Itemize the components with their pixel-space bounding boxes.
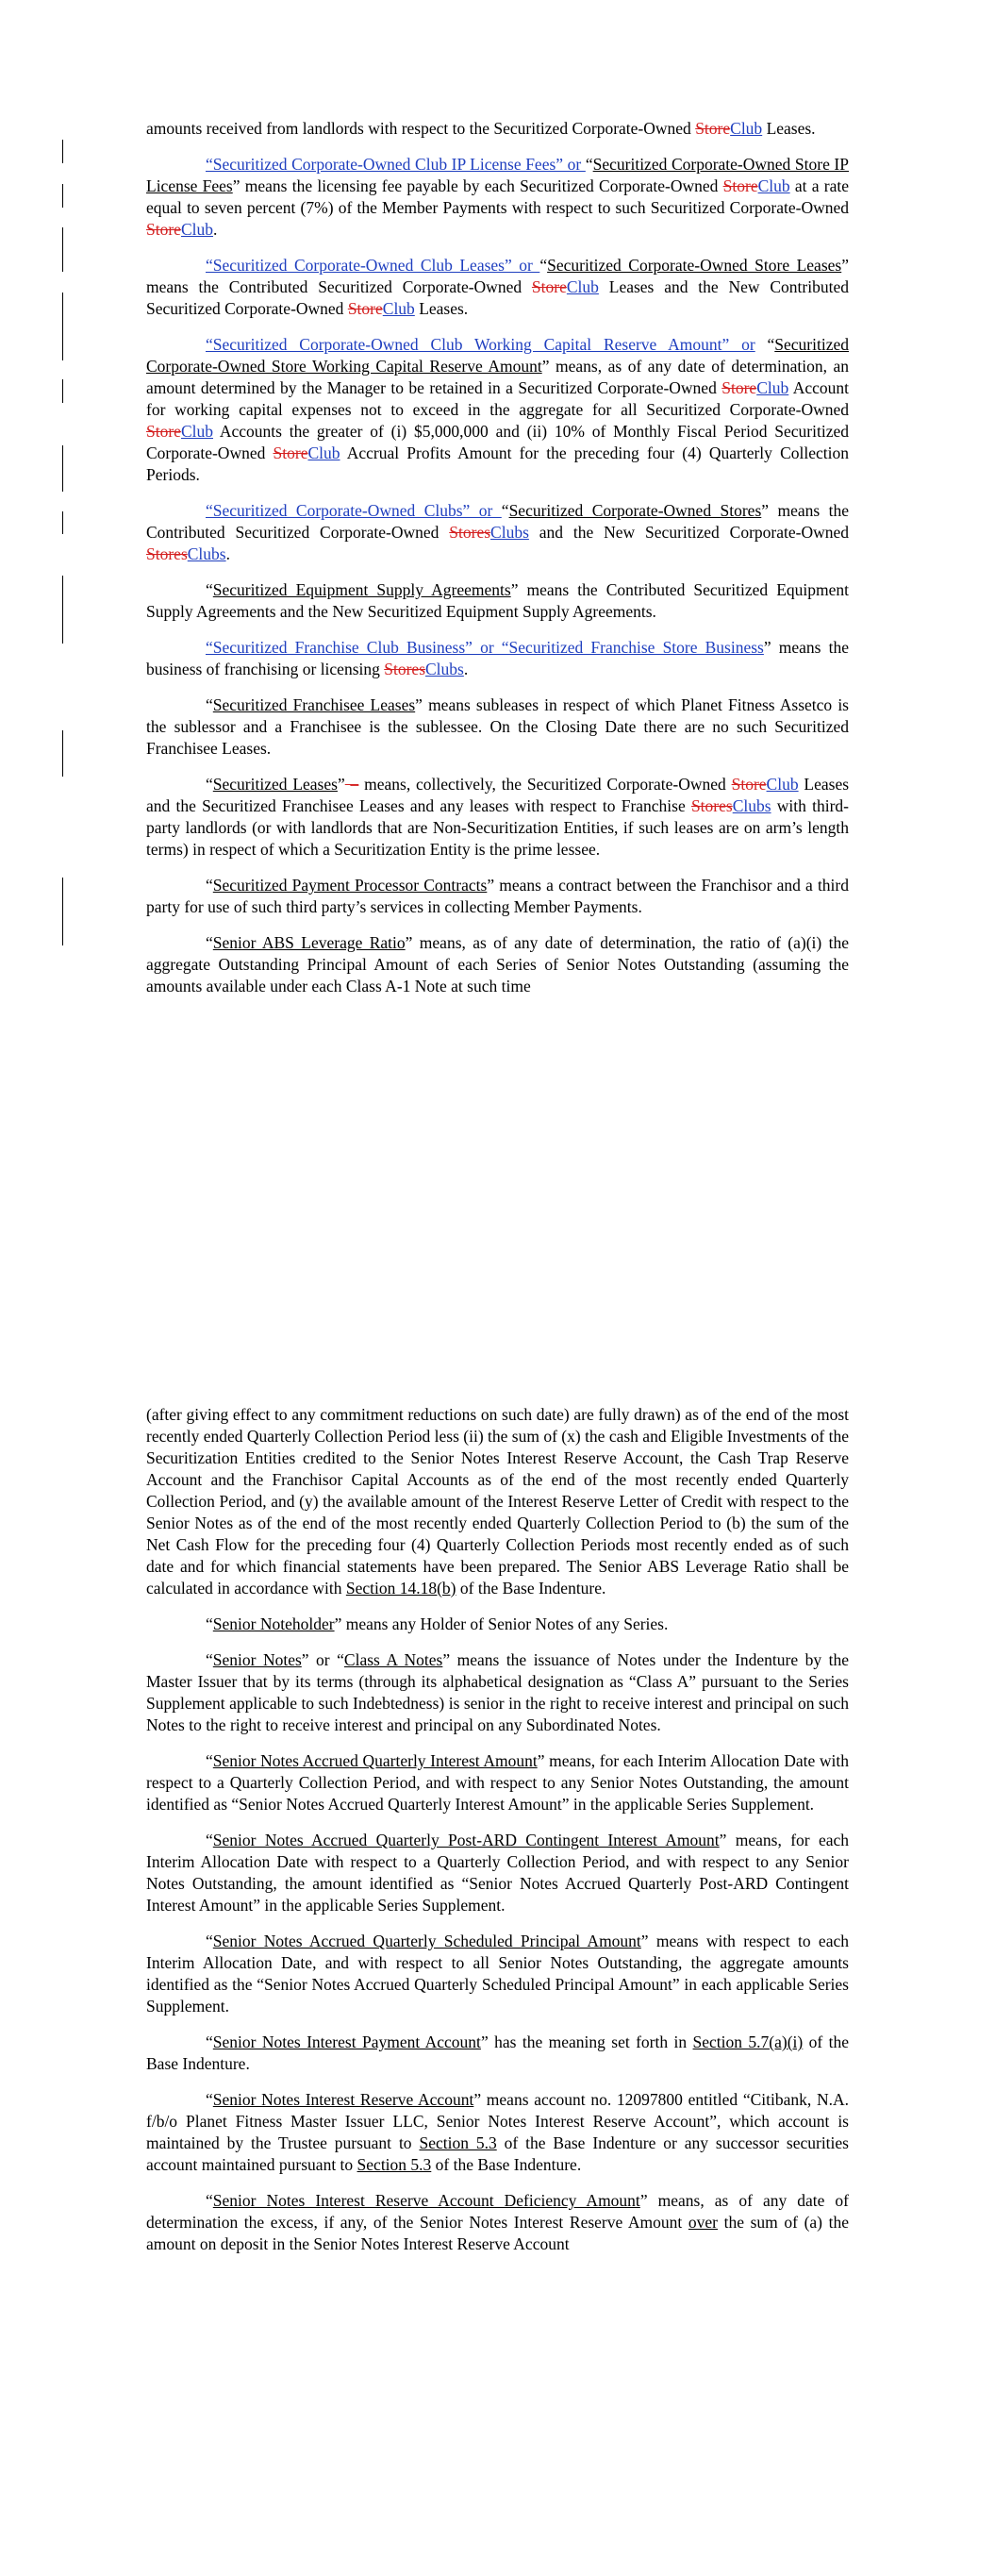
definition-securitized-corporate-owned-club-ip-license-fees: “Securitized Corporate-Owned Club IP License Fees” or “Securitized Corporate-Owned Store IP License Fees” means the licensing fee payable by each Securitized Corporate-Owned StoreClub at a rate equal to seven percent (7%) of the Member Payments with respect to such Securitized Corporate-Owned StoreClub. (146, 155, 849, 239)
section-reference: Section 5.3 (419, 2133, 497, 2152)
deleted-text: – (344, 775, 359, 794)
revision-bar (62, 293, 63, 360)
definition-securitized-corporate-owned-clubs: “Securitized Corporate-Owned Clubs” or “Securitized Corporate-Owned Stores” means the Contributed Securitized Corporate-Owned StoresClubs and the New Securitized Corporate-Owned StoresClubs. (146, 501, 849, 563)
definition-senior-notes: “Senior Notes” or “Class A Notes” means the issuance of Notes under the Indenture by the Master Issuer that by its terms (through its alphabetical designation as “Class A” pursuant to the Series Supplement applicable to such Indebtedness) is senior in the right to receive interest and principal on such Notes to the right to receive interest and principal on any Subordinated Notes. (146, 1650, 849, 1734)
inserted-text: Clubs (732, 796, 771, 815)
defined-term: Securitized Corporate-Owned Store Working Capital Reserve Amount (146, 335, 849, 376)
inserted-text: Club (756, 378, 789, 397)
inserted-text: Clubs (425, 660, 464, 678)
definition-securitized-payment-processor-contracts: “Securitized Payment Processor Contracts” means a contract between the Franchisor and a third party for use of such third party’s services in collecting Member Payments. (146, 876, 849, 916)
revision-bar (62, 184, 63, 208)
definition-paragraph: amounts received from landlords with respect to the Securitized Corporate-Owned StoreClub Leases. (146, 119, 816, 138)
revision-bar (62, 140, 63, 163)
revision-bar (62, 730, 63, 777)
revision-bar (62, 511, 63, 534)
definition-senior-notes-accrued-quarterly-interest-amount: “Senior Notes Accrued Quarterly Interest Amount” means, for each Interim Allocation Date with respect to a Quarterly Collection Period, and with respect to any Senior Notes Outstanding, the amount identified as “Senior Notes Accrued Quarterly Interest Amount” in the applicable Series Supplement. (146, 1751, 849, 1814)
definition-senior-notes-post-ard-contingent-interest: “Senior Notes Accrued Quarterly Post-ARD Contingent Interest Amount” means, for each Interim Allocation Date with respect to a Quarterly Collection Period, and with respect to any Senior Notes Outstanding, the amount identified as “Senior Notes Accrued Quarterly Post-ARD Contingent Interest Amount” in the applicable Series Supplement. (146, 1831, 849, 1915)
deleted-text: Stores (449, 523, 491, 542)
inserted-text: Clubs (490, 523, 529, 542)
revision-bar (62, 227, 63, 272)
inserted-text: “Securitized Franchise Club Business” or “Securitized Franchise Store Business (206, 638, 764, 657)
defined-term: Senior Notes Interest Reserve Account Deficiency Amount (212, 2191, 640, 2210)
definition-securitized-leases: “Securitized Leases” – means, collectively, the Securitized Corporate-Owned StoreClub Leases and the Securitized Franchisee Leases and any leases with respect to Franchise StoresClubs with third-party landlords (or with landlords that are Non-Securitization Entities, if such leases are on arm’s length terms) in respect of which a Securitization Entity is the prime lessee. (146, 775, 850, 859)
defined-term: Securitized Franchisee Leases (212, 695, 416, 714)
defined-term: Senior Notes Accrued Quarterly Post-ARD Contingent Interest Amount (212, 1831, 720, 1849)
deleted-text: Store (146, 220, 181, 239)
deleted-text: Stores (690, 796, 733, 815)
deleted-text: Stores (384, 660, 425, 678)
defined-term: Senior Notes Interest Reserve Account (212, 2090, 474, 2109)
definition-senior-notes-interest-reserve-deficiency: “Senior Notes Interest Reserve Account Deficiency Amount” means, as of any date of determination the excess, if any, of the Senior Notes Interest Reserve Amount over the sum of (a) the amount on deposit in the Senior Notes Interest Reserve Account (146, 2191, 849, 2253)
definition-securitized-corporate-owned-club-leases: “Securitized Corporate-Owned Club Leases” or “Securitized Corporate-Owned Store Leases” means the Contributed Securitized Corporate-Owned StoreClub Leases and the New Contributed Securitized Corporate-Owned StoreClub Leases. (146, 256, 849, 318)
defined-term: Securitized Leases (212, 775, 338, 794)
definition-securitized-equipment-supply-agreements: “Securitized Equipment Supply Agreements” means the Contributed Securitized Equipment Supply Agreements and the New Securitized Equipment Supply Agreements. (146, 580, 849, 621)
defined-term: Senior Noteholder (212, 1614, 335, 1633)
inserted-text: Clubs (187, 544, 226, 563)
deleted-text: Store (695, 119, 731, 138)
inserted-text: Club (307, 443, 340, 462)
revision-bar (62, 576, 63, 644)
deleted-text: Stores (146, 544, 188, 563)
inserted-text: Club (730, 119, 763, 138)
defined-term: Securitized Payment Processor Contracts (212, 876, 488, 895)
inserted-text: Club (757, 176, 790, 195)
definition-senior-abs-leverage-ratio: “Senior ABS Leverage Ratio” means, as of any date of determination, the ratio of (a)(i) the aggregate Outstanding Principal Amount of each Series of Senior Notes Outstanding (assuming the amounts available under each Class A-1 Note at such time (146, 933, 849, 995)
inserted-text: Club (566, 277, 599, 296)
section-reference: Section 5.3 (357, 2155, 432, 2174)
definition-paragraph-continued: (after giving effect to any commitment reductions on such date) are fully drawn) as of the end of the most recently ended Quarterly Collection Period less (ii) the sum of (x) the cash and Eligible Investments of the Securitization Entities credited to the Senior Notes Interest Reserve Account, the Cash Trap Reserve Account and the Franchisor Capital Accounts as of the end of the most recently ended Quarterly Collection Period, and (y) the available amount of the Interest Reserve Letter of Credit with respect to the Senior Notes as of the end of the most recently ended Quarterly Collection Period to (b) the sum of the Net Cash Flow for the preceding four (4) Quarterly Collection Periods most recently ended as of such date and for which financial statements have been prepared. The Senior ABS Leverage Ratio shall be calculated in accordance with Section 14.18(b) of the Base Indenture. (146, 1405, 849, 1597)
defined-term: Class A Notes (343, 1650, 443, 1669)
deleted-text: Store (273, 443, 308, 462)
revision-bar (62, 878, 63, 945)
defined-term: Senior Notes Accrued Quarterly Interest Amount (212, 1751, 538, 1770)
definition-senior-notes-interest-reserve-account: “Senior Notes Interest Reserve Account” means account no. 12097800 entitled “Citibank, N.A. f/b/o Planet Fitness Master Issuer LLC, Senior Notes Interest Reserve Account”, which account is maintained by the Trustee pursuant to Section 5.3 of the Base Indenture or any successor securities account maintained pursuant to Section 5.3 of the Base Indenture. (146, 2090, 849, 2174)
definition-senior-notes-interest-payment-account: “Senior Notes Interest Payment Account” has the meaning set forth in Section 5.7(a)(i) of the Base Indenture. (146, 2032, 850, 2073)
defined-term: Senior Notes (212, 1650, 302, 1669)
defined-term: Securitized Equipment Supply Agreements (212, 580, 511, 599)
definition-working-capital-reserve-amount: “Securitized Corporate-Owned Club Working Capital Reserve Amount” or “Securitized Corporate-Owned Store Working Capital Reserve Amount” means, as of any date of determination, an amount determined by the Manager to be retained in a Securitized Corporate-Owned StoreClub Account for working capital expenses not to exceed in the aggregate for all Securitized Corporate-Owned StoreClub Accounts the greater of (i) $5,000,000 and (ii) 10% of Monthly Fiscal Period Securitized Corporate-Owned StoreClub Accrual Profits Amount for the preceding four (4) Quarterly Collection Periods. (146, 335, 849, 484)
defined-term: Senior ABS Leverage Ratio (212, 933, 406, 952)
deleted-text: Store (722, 176, 758, 195)
deleted-text: Store (146, 422, 181, 441)
defined-term: Senior Notes Interest Payment Account (212, 2032, 481, 2051)
deleted-text: Store (731, 775, 767, 794)
deleted-text: Store (347, 299, 383, 318)
inserted-text: Club (180, 220, 213, 239)
definition-securitized-franchise-club-business: “Securitized Franchise Club Business” or “Securitized Franchise Store Business” means the business of franchising or licensing StoresClubs. (146, 638, 849, 678)
lower-text-block (146, 1404, 849, 2269)
defined-term: Securitized Corporate-Owned Store IP License Fees (146, 155, 849, 195)
definition-senior-noteholder: “Senior Noteholder” means any Holder of Senior Notes of any Series. (206, 1614, 669, 1633)
defined-term: Securitized Corporate-Owned Stores (508, 501, 762, 520)
inserted-text: “Securitized Corporate-Owned Club Leases” or (206, 256, 540, 275)
section-reference: Section 14.18(b) (345, 1579, 456, 1597)
emphasis-term: over (688, 2213, 718, 2232)
inserted-text: “Securitized Corporate-Owned Club Working Capital Reserve Amount” or (206, 335, 755, 354)
definition-securitized-franchisee-leases: “Securitized Franchisee Leases” means subleases in respect of which Planet Fitness Assetco is the sublessor and a Franchisee is the sublessee. On the Closing Date there are no such Securitized Franchisee Leases. (146, 695, 849, 758)
inserted-text: “Securitized Corporate-Owned Clubs” or (206, 501, 502, 520)
deleted-text: Store (531, 277, 567, 296)
inserted-text: Club (382, 299, 415, 318)
revision-bar (62, 445, 63, 492)
inserted-text: “Securitized Corporate-Owned Club IP License Fees” or (206, 155, 586, 174)
defined-term: Senior Notes Accrued Quarterly Scheduled Principal Amount (212, 1932, 641, 1950)
section-reference: Section 5.7(a)(i) (692, 2032, 804, 2051)
inserted-text: Club (180, 422, 213, 441)
upper-text-block (146, 118, 849, 1012)
definition-senior-notes-scheduled-principal-amount: “Senior Notes Accrued Quarterly Scheduled Principal Amount” means with respect to each Interim Allocation Date, and with respect to all Senior Notes Outstanding, the aggregate amounts identified as the “Senior Notes Accrued Quarterly Scheduled Principal Amount” in each applicable Series Supplement. (146, 1932, 849, 2016)
defined-term: Securitized Corporate-Owned Store Leases (547, 256, 842, 275)
deleted-text: Store (721, 378, 757, 397)
revision-bar (62, 379, 63, 403)
inserted-text: Club (766, 775, 799, 794)
